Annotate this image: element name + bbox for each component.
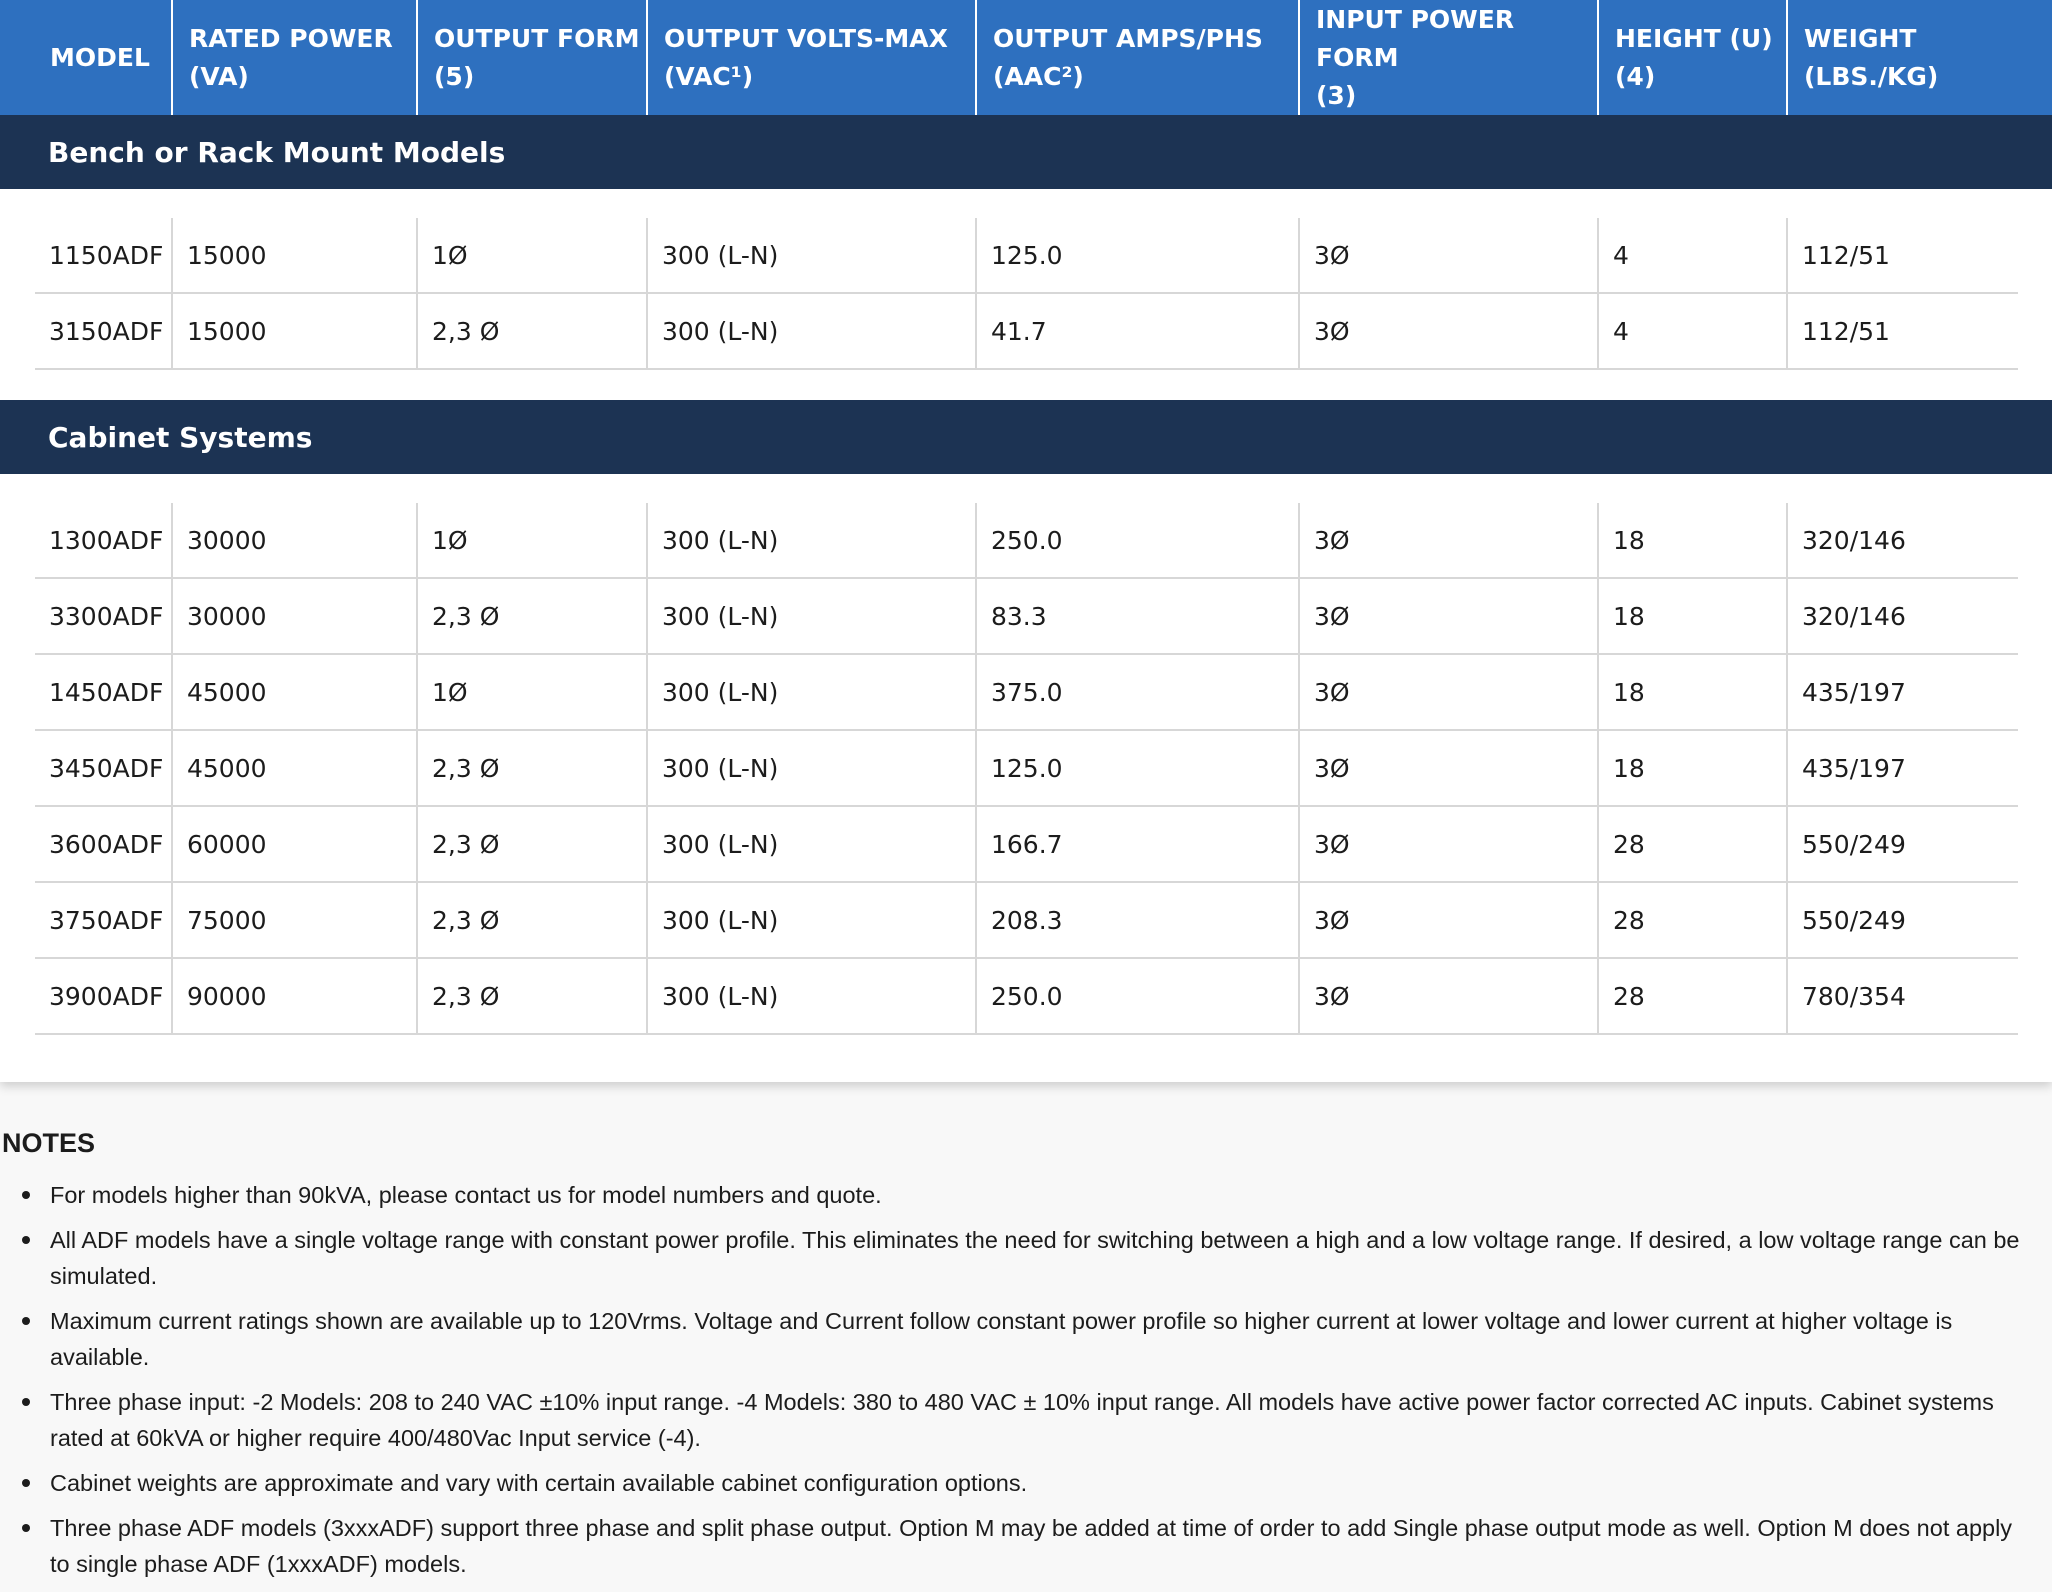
section-title-cabinet: Cabinet Systems xyxy=(0,400,2052,474)
note-text: For models higher than 90kVA, please contact us for model numbers and quote. xyxy=(50,1182,882,1208)
cell-output-volts: 300 (L-N) xyxy=(646,655,975,729)
note-item xyxy=(0,1465,2052,1501)
cell-output-form: 2,3 Ø xyxy=(416,731,646,805)
cell-model: 3900ADF xyxy=(49,981,164,1011)
note-text: Three phase input: -2 Models: 208 to 240 VAC ±10% input range. -4 Models: 380 to 480 VAC ± 10% input range. All models have active power factor corrected AC inputs. Cabinet systems rated at 60kVA or higher require 400/480Vac Input service (-4). xyxy=(50,1389,1994,1451)
cell-height: 18 xyxy=(1597,579,1786,653)
notes-title: NOTES xyxy=(2,1128,96,1158)
cell-output-amps: 250.0 xyxy=(975,503,1298,577)
table-row xyxy=(35,218,2018,294)
cell-model: 3150ADF xyxy=(49,316,164,346)
cell-output-amps: 250.0 xyxy=(975,959,1298,1033)
cell-rated-power: 30000 xyxy=(171,579,416,653)
header-height: HEIGHT (U) (4) xyxy=(1597,0,1787,115)
cell-input-power-form: 3Ø xyxy=(1298,655,1597,729)
cell-rated-power: 15000 xyxy=(171,218,416,292)
notes-section xyxy=(0,1128,2052,1591)
table-row xyxy=(35,655,2018,731)
cell-output-volts: 300 (L-N) xyxy=(646,579,975,653)
cell-output-form: 1Ø xyxy=(416,218,646,292)
cell-input-power-form: 3Ø xyxy=(1298,731,1597,805)
cell-height: 18 xyxy=(1597,731,1786,805)
cell-height: 4 xyxy=(1597,294,1786,368)
cell-output-amps: 208.3 xyxy=(975,883,1298,957)
bullet-icon xyxy=(22,1524,30,1532)
note-item xyxy=(0,1384,2052,1456)
cell-weight: 112/51 xyxy=(1786,218,2018,292)
table-row xyxy=(35,959,2018,1035)
cell-rated-power: 45000 xyxy=(171,731,416,805)
cell-output-amps: 41.7 xyxy=(975,294,1298,368)
cell-output-volts: 300 (L-N) xyxy=(646,807,975,881)
cell-weight: 550/249 xyxy=(1786,807,2018,881)
cell-rated-power: 75000 xyxy=(171,883,416,957)
cell-model: 3600ADF xyxy=(49,829,164,859)
section-title-bench-rack: Bench or Rack Mount Models xyxy=(0,115,2052,189)
cell-weight: 780/354 xyxy=(1786,959,2018,1033)
header-weight: WEIGHT (LBS./KG) xyxy=(1786,0,2052,115)
note-item xyxy=(0,1177,2052,1213)
cell-output-volts: 300 (L-N) xyxy=(646,883,975,957)
header-input-power-form: INPUT POWER FORM (3) xyxy=(1298,0,1598,115)
note-text: All ADF models have a single voltage range with constant power profile. This eliminates the need for switching between a high and a low voltage range. If desired, a low voltage range can be simulated. xyxy=(50,1227,2020,1289)
cell-output-amps: 166.7 xyxy=(975,807,1298,881)
cell-input-power-form: 3Ø xyxy=(1298,503,1597,577)
cell-output-volts: 300 (L-N) xyxy=(646,731,975,805)
table-header xyxy=(0,0,2052,115)
cell-height: 28 xyxy=(1597,959,1786,1033)
cell-weight: 112/51 xyxy=(1786,294,2018,368)
header-output-amps: OUTPUT AMPS/PHS (AAC²) xyxy=(975,0,1299,115)
cell-model: 3450ADF xyxy=(49,753,164,783)
cell-height: 28 xyxy=(1597,807,1786,881)
cell-output-form: 1Ø xyxy=(416,503,646,577)
bullet-icon xyxy=(22,1236,30,1244)
cell-rated-power: 60000 xyxy=(171,807,416,881)
table-row xyxy=(35,503,2018,579)
table-row xyxy=(35,807,2018,883)
cell-weight: 550/249 xyxy=(1786,883,2018,957)
table-row xyxy=(35,731,2018,807)
bullet-icon xyxy=(22,1317,30,1325)
cell-rated-power: 45000 xyxy=(171,655,416,729)
header-output-form: OUTPUT FORM (5) xyxy=(416,0,647,115)
cell-output-volts: 300 (L-N) xyxy=(646,959,975,1033)
cell-output-form: 1Ø xyxy=(416,655,646,729)
cell-height: 28 xyxy=(1597,883,1786,957)
note-item xyxy=(0,1510,2052,1582)
header-output-volts-max: OUTPUT VOLTS-MAX (VAC¹) xyxy=(646,0,976,115)
cell-input-power-form: 3Ø xyxy=(1298,883,1597,957)
cell-output-amps: 125.0 xyxy=(975,218,1298,292)
bullet-icon xyxy=(22,1191,30,1199)
cell-output-amps: 375.0 xyxy=(975,655,1298,729)
cell-weight: 320/146 xyxy=(1786,503,2018,577)
bullet-icon xyxy=(22,1479,30,1487)
cell-weight: 435/197 xyxy=(1786,655,2018,729)
cell-rated-power: 15000 xyxy=(171,294,416,368)
table-row xyxy=(35,294,2018,370)
cell-input-power-form: 3Ø xyxy=(1298,218,1597,292)
cell-output-amps: 83.3 xyxy=(975,579,1298,653)
cell-output-form: 2,3 Ø xyxy=(416,579,646,653)
header-model: MODEL xyxy=(50,42,150,72)
note-item xyxy=(0,1222,2052,1294)
note-text: Maximum current ratings shown are available up to 120Vrms. Voltage and Current follow constant power profile so higher current at lower voltage and lower current at higher voltage is available. xyxy=(50,1308,1953,1370)
cell-output-volts: 300 (L-N) xyxy=(646,218,975,292)
cell-output-volts: 300 (L-N) xyxy=(646,503,975,577)
cell-output-amps: 125.0 xyxy=(975,731,1298,805)
cell-input-power-form: 3Ø xyxy=(1298,959,1597,1033)
cell-output-form: 2,3 Ø xyxy=(416,883,646,957)
cell-weight: 435/197 xyxy=(1786,731,2018,805)
cell-input-power-form: 3Ø xyxy=(1298,294,1597,368)
cell-weight: 320/146 xyxy=(1786,579,2018,653)
cell-output-form: 2,3 Ø xyxy=(416,807,646,881)
note-item xyxy=(0,1303,2052,1375)
note-text: Cabinet weights are approximate and vary with certain available cabinet configuration options. xyxy=(50,1470,1028,1496)
cell-input-power-form: 3Ø xyxy=(1298,807,1597,881)
bullet-icon xyxy=(22,1398,30,1406)
cell-model: 1450ADF xyxy=(49,677,164,707)
cell-output-volts: 300 (L-N) xyxy=(646,294,975,368)
note-text: Three phase ADF models (3xxxADF) support three phase and split phase output. Option M may be added at time of order to add Single phase output mode as well. Option M does not apply to single phase ADF (1xxxADF) models. xyxy=(50,1515,2013,1577)
cell-rated-power: 90000 xyxy=(171,959,416,1033)
header-rated-power: RATED POWER (VA) xyxy=(171,0,417,115)
cell-input-power-form: 3Ø xyxy=(1298,579,1597,653)
cell-height: 18 xyxy=(1597,503,1786,577)
cell-model: 3300ADF xyxy=(49,601,164,631)
table-row xyxy=(35,883,2018,959)
cell-model: 1150ADF xyxy=(49,240,164,270)
cell-rated-power: 30000 xyxy=(171,503,416,577)
cell-output-form: 2,3 Ø xyxy=(416,959,646,1033)
cell-output-form: 2,3 Ø xyxy=(416,294,646,368)
cell-height: 18 xyxy=(1597,655,1786,729)
cell-height: 4 xyxy=(1597,218,1786,292)
table-row xyxy=(35,579,2018,655)
cell-model: 1300ADF xyxy=(49,525,164,555)
cell-model: 3750ADF xyxy=(49,905,164,935)
